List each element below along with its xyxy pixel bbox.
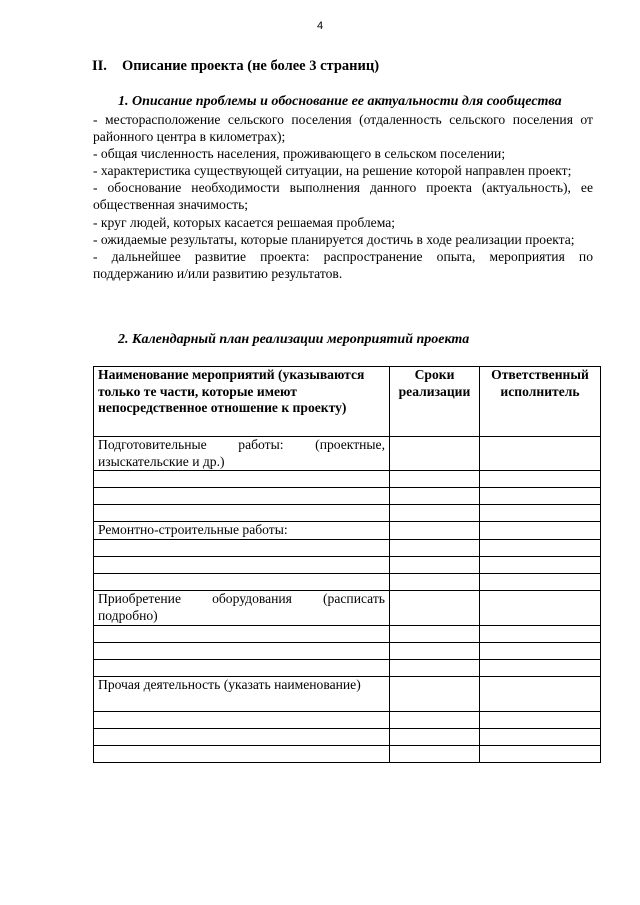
activity-cell[interactable] [94, 488, 390, 505]
section-heading [92, 58, 379, 75]
table-row [94, 712, 601, 729]
table-row [94, 729, 601, 746]
timeline-cell[interactable] [390, 574, 480, 591]
timeline-cell[interactable] [390, 540, 480, 557]
list-item: - общая численность населения, проживающего в сельском поселении; [93, 146, 506, 162]
header-activity-name: Наименование мероприятий (указываются только те части, которые имеют непосредственное отношение к проекту) [94, 367, 390, 437]
table-row [94, 643, 601, 660]
section-number: II. [92, 58, 107, 74]
list-item: - обоснование необходимости выполнения данного проекта (актуальность), ее общественная значимость; [93, 180, 593, 213]
responsible-cell[interactable] [480, 522, 601, 540]
list-item: - ожидаемые результаты, которые планируется достичь в ходе реализации проекта; [93, 231, 575, 247]
responsible-cell[interactable] [480, 540, 601, 557]
activity-cell[interactable] [94, 660, 390, 677]
timeline-cell[interactable] [390, 729, 480, 746]
responsible-cell[interactable] [480, 643, 601, 660]
responsible-cell[interactable] [480, 557, 601, 574]
timeline-cell[interactable] [390, 471, 480, 488]
activity-cell[interactable] [94, 746, 390, 763]
section-title: Описание проекта (не более 3 страниц) [122, 58, 380, 74]
activity-cell[interactable] [94, 471, 390, 488]
timeline-cell[interactable] [390, 522, 480, 540]
timeline-cell[interactable] [390, 746, 480, 763]
timeline-cell[interactable] [390, 643, 480, 660]
table-row [94, 591, 601, 626]
timeline-cell[interactable] [390, 660, 480, 677]
activity-cell[interactable] [94, 626, 390, 643]
category-equipment: Приобретение оборудования (расписать подробно) [94, 591, 390, 626]
timeline-cell[interactable] [390, 557, 480, 574]
table-row [94, 557, 601, 574]
category-other: Прочая деятельность (указать наименование) [94, 677, 390, 712]
responsible-cell[interactable] [480, 660, 601, 677]
table-row [94, 437, 601, 471]
timeline-cell[interactable] [390, 712, 480, 729]
page-number: 4 [316, 20, 324, 32]
responsible-cell[interactable] [480, 729, 601, 746]
table-row [94, 746, 601, 763]
table-row [94, 677, 601, 712]
responsible-cell[interactable] [480, 574, 601, 591]
activity-cell[interactable] [94, 574, 390, 591]
timeline-cell[interactable] [390, 591, 480, 626]
list-item: - круг людей, которых касается решаемая проблема; [93, 214, 396, 230]
table-row [94, 488, 601, 505]
category-construction: Ремонтно-строительные работы: [94, 522, 390, 540]
activity-cell[interactable] [94, 712, 390, 729]
responsible-cell[interactable] [480, 712, 601, 729]
table-row [94, 471, 601, 488]
responsible-cell[interactable] [480, 591, 601, 626]
header-timeline: Сроки реализации [390, 367, 480, 437]
activity-cell[interactable] [94, 540, 390, 557]
table-row [94, 540, 601, 557]
subsection-1-title: 1. Описание проблемы и обоснование ее актуальности для сообщества [118, 94, 562, 109]
activity-cell[interactable] [94, 643, 390, 660]
requirements-list [93, 111, 593, 282]
timeline-cell[interactable] [390, 677, 480, 712]
header-responsible: Ответственный исполнитель [480, 367, 601, 437]
table-row [94, 660, 601, 677]
table-row [94, 505, 601, 522]
subsection-2-title: 2. Календарный план реализации мероприятий проекта [118, 332, 470, 347]
responsible-cell[interactable] [480, 471, 601, 488]
responsible-cell[interactable] [480, 437, 601, 471]
table-row [94, 626, 601, 643]
timeline-cell[interactable] [390, 437, 480, 471]
activity-cell[interactable] [94, 505, 390, 522]
list-item: - дальнейшее развитие проекта: распространение опыта, мероприятия по поддержанию и/или развитию результатов. [93, 248, 593, 281]
responsible-cell[interactable] [480, 677, 601, 712]
calendar-plan-table [93, 366, 601, 763]
timeline-cell[interactable] [390, 626, 480, 643]
responsible-cell[interactable] [480, 488, 601, 505]
list-item: - месторасположение сельского поселения (отдаленность сельского поселения от районного центра в километрах); [93, 112, 593, 145]
activity-cell[interactable] [94, 729, 390, 746]
activity-cell[interactable] [94, 557, 390, 574]
responsible-cell[interactable] [480, 626, 601, 643]
category-preparatory: Подготовительные работы: (проектные, изыскательские и др.) [94, 437, 390, 471]
timeline-cell[interactable] [390, 505, 480, 522]
list-item: - характеристика существующей ситуации, на решение которой направлен проект; [93, 163, 572, 179]
table-header-row [94, 367, 601, 437]
timeline-cell[interactable] [390, 488, 480, 505]
responsible-cell[interactable] [480, 746, 601, 763]
responsible-cell[interactable] [480, 505, 601, 522]
table-row [94, 522, 601, 540]
table-row [94, 574, 601, 591]
